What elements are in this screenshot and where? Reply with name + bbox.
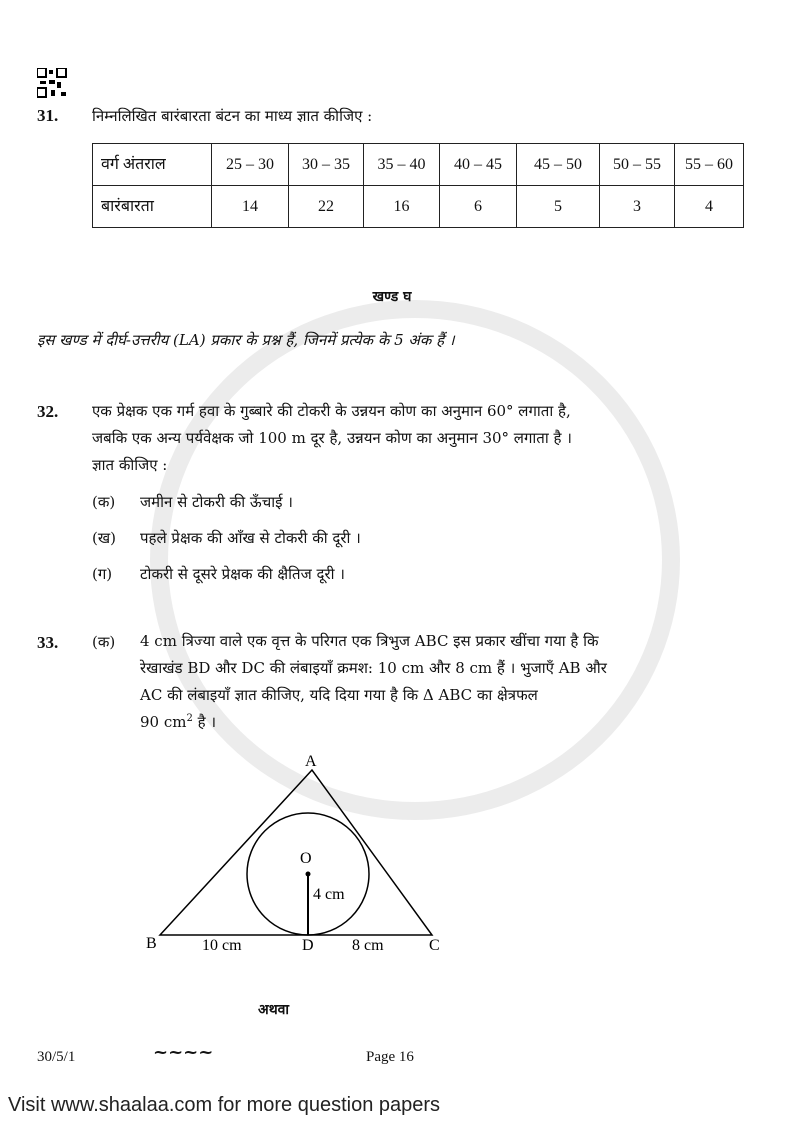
- question-text: 4 cm त्रिज्या वाले एक वृत्त के परिगत एक त्रिभुज ABC इस प्रकार खींचा गया है कि: [140, 632, 599, 650]
- triangle-abc: [160, 770, 432, 935]
- part-label: (ग): [92, 565, 113, 583]
- table-cell: 16: [364, 186, 440, 228]
- part-text: जमीन से टोकरी की ऊँचाई ।: [140, 493, 293, 511]
- label-a: A: [305, 753, 317, 770]
- label-bd: 10 cm: [202, 937, 242, 954]
- table-cell: 14: [212, 186, 289, 228]
- table-cell: 55 – 60: [675, 144, 744, 186]
- label-c: C: [429, 937, 440, 954]
- label-o: O: [300, 850, 312, 867]
- row-header: वर्ग अंतराल: [93, 144, 212, 186]
- section-note: इस खण्ड में दीर्घ-उत्तरीय (LA) प्रकार के प्रश्न हैं, जिनमें प्रत्येक के 5 अंक हैं ।: [37, 331, 455, 349]
- center-o: [306, 872, 311, 877]
- table-cell: 25 – 30: [212, 144, 289, 186]
- website-banner[interactable]: Visit www.shaalaa.com for more question papers: [8, 1094, 441, 1116]
- question-number: 32.: [37, 402, 59, 421]
- part-label: (क): [92, 633, 116, 651]
- table-cell: 4: [675, 186, 744, 228]
- question-text: जबकि एक अन्य पर्यवेक्षक जो 100 m दूर है, उन्नयन कोण का अनुमान 30° लगाता है ।: [92, 429, 572, 447]
- part-label: (क): [92, 493, 116, 511]
- tilde-mark: ~~~~: [153, 1042, 214, 1063]
- table-cell: 35 – 40: [364, 144, 440, 186]
- part-text: पहले प्रेक्षक की आँख से टोकरी की दूरी ।: [140, 529, 361, 547]
- label-radius: 4 cm: [313, 886, 345, 903]
- table-cell: 3: [600, 186, 675, 228]
- question-text: रेखाखंड BD और DC की लंबाइयाँ क्रमश: 10 cm और 8 cm हैं । भुजाएँ AB और: [140, 659, 607, 677]
- table-cell: 45 – 50: [517, 144, 600, 186]
- question-text: ज्ञात कीजिए :: [92, 456, 168, 474]
- question-text: AC की लंबाइयाँ ज्ञात कीजिए, यदि दिया गया है कि Δ ABC का क्षेत्रफल: [140, 686, 538, 704]
- part-text: टोकरी से दूसरे प्रेक्षक की क्षैतिज दूरी ।: [140, 565, 345, 583]
- question-number: 33.: [37, 633, 59, 652]
- table-cell: 6: [440, 186, 517, 228]
- paper-code: 30/5/1: [37, 1049, 76, 1065]
- question-text: निम्नलिखित बारंबारता बंटन का माध्य ज्ञात कीजिए :: [92, 107, 373, 125]
- table-cell: 40 – 45: [440, 144, 517, 186]
- page-number: Page 16: [366, 1049, 414, 1065]
- section-title: खण्ड घ: [372, 289, 412, 305]
- table-cell: 50 – 55: [600, 144, 675, 186]
- table-cell: 30 – 35: [289, 144, 364, 186]
- question-number: 31.: [37, 106, 59, 125]
- question-text: 90 $cm^2$ है ।: [140, 713, 217, 731]
- row-header: बारंबारता: [93, 186, 212, 228]
- part-label: (ख): [92, 529, 116, 547]
- table-cell: 5: [517, 186, 600, 228]
- question-text: एक प्रेक्षक एक गर्म हवा के गुब्बारे की टोकरी के उन्नयन कोण का अनुमान 60° लगाता है,: [92, 402, 571, 420]
- or-label: अथवा: [258, 1002, 290, 1018]
- table-cell: 22: [289, 186, 364, 228]
- label-dc: 8 cm: [352, 937, 384, 954]
- label-d: D: [302, 937, 314, 954]
- label-b: B: [146, 935, 157, 952]
